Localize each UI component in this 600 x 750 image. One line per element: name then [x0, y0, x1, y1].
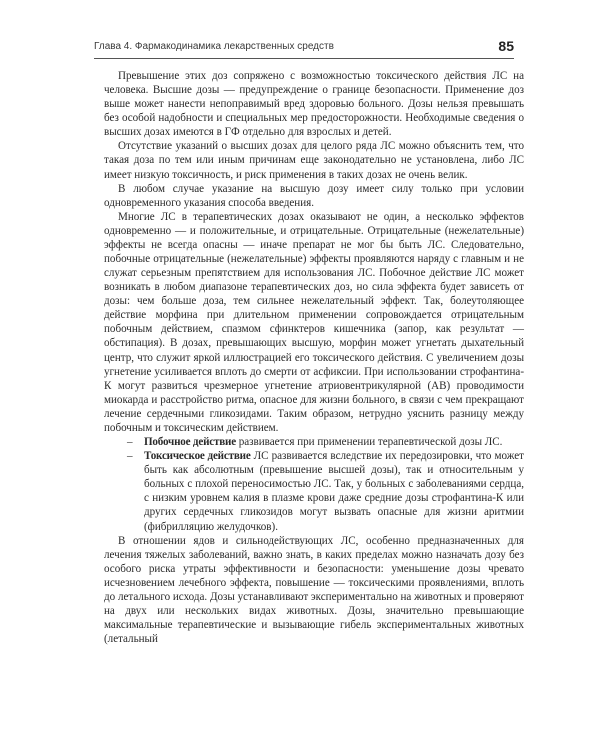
term-toxic-effect: Токсическое действие	[144, 450, 251, 463]
dash-bullet: –	[127, 436, 133, 449]
dash-bullet: –	[127, 450, 133, 463]
paragraph-poisons: В отношении ядов и сильнодействующих ЛС, особенно предназначенных для лечения тяжелых заболеваний, важно знать, в каких пределах можно назначать дозу без особого риска утраты эффективности и безопасности: уменьшение дозы чревато исчезновением лечебного эффекта, повышение — токсическими проявлениями, вплоть до летального исхода. Дозы устанавливают экспериментально на животных и проверяют на двух или нескольких видах животных. Дозы, значительно превышающие максимальные терапевтические и вызывающие гибель экспериментальных животных (летальный	[104, 534, 524, 646]
running-header	[94, 40, 514, 59]
chapter-title: Глава 4. Фармакодинамика лекарственных средств	[94, 41, 334, 52]
paragraph-side-effects: Многие ЛС в терапевтических дозах оказывают не один, а несколько эффектов одновременно — и положительные, и отрицательные. Отрицательные (нежелательные) эффекты не всегда опасны — иначе препарат не мог бы быть ЛС. Следовательно, побочные отрицательные (нежелательные) эффекты проявляются наряду с главным и не служат серьезным препятствием для использования ЛС. Побочное действие ЛС может возникать в любом диапазоне терапевтических доз, но сила эффекта будет зависеть от дозы: чем больше доза, тем сильнее нежелательный эффект. Так, болеутоляющее действие морфина при длительном применении сопровождается отрицательным побочным действием, спазмом сфинктеров кишечника (запор, как результат — обстипация). В дозах, превышающих высшую, морфин может угнетать дыхательный центр, что служит яркой иллюстрацией его токсического действия. С увеличением дозы угнетение усиливается вплоть до смерти от асфиксии. При использовании строфантина-К могут развиться чрезмерное угнетение атриовентрикулярной (АВ) проводимости миокарда и расстройство ритма, опасное для жизни больного, в связи с чем прекращают лечение сердечными гликозидами. Таким образом, нетрудно уяснить разницу между побочным и токсическим действием.	[104, 210, 524, 434]
body-text	[104, 69, 524, 646]
list-item-toxic-effect	[104, 449, 524, 533]
paragraph-route-of-administration: В любом случае указание на высшую дозу имеет силу только при условии одновременного указания способа введения.	[104, 182, 524, 209]
paragraph-high-doses: Превышение этих доз сопряжено с возможностью токсического действия ЛС на человека. Высшие дозы — предупреждение о границе безопасности. Применение доз выше может нанести непоправимый вред здоровью больного. Дозы нельзя превышать без особой надобности и специальных мер предосторожности. Необходимые сведения о высших дозах имеются в ГФ отдельно для взрослых и детей.	[104, 70, 524, 139]
term-side-effect: Побочное действие	[144, 436, 236, 449]
paragraph-missing-max-dose: Отсутствие указаний о высших дозах для целого ряда ЛС можно объяснить тем, что такая доза по тем или иным причинам еще законодательно не установлена, либо ЛС имеет низкую токсичность, и риск применения в таких дозах не очень велик.	[104, 140, 524, 181]
page-number: 85	[498, 38, 514, 54]
list-item-text: ЛС развивается вследствие их передозировки, что может быть как абсолютным (превышение высшей дозы), так и относительным у больных с плохой переносимостью ЛС. Так, у больных с заболеваниями сердца, с низким уровнем калия в плазме крови даже средние дозы строфантина-К или других сердечных гликозидов могут вызвать опасные для жизни аритмии (фибрилляцию желудочков).	[144, 450, 524, 533]
list-item-text: развивается при применении терапевтической дозы ЛС.	[235, 436, 503, 449]
list-item-side-effect	[104, 435, 524, 449]
